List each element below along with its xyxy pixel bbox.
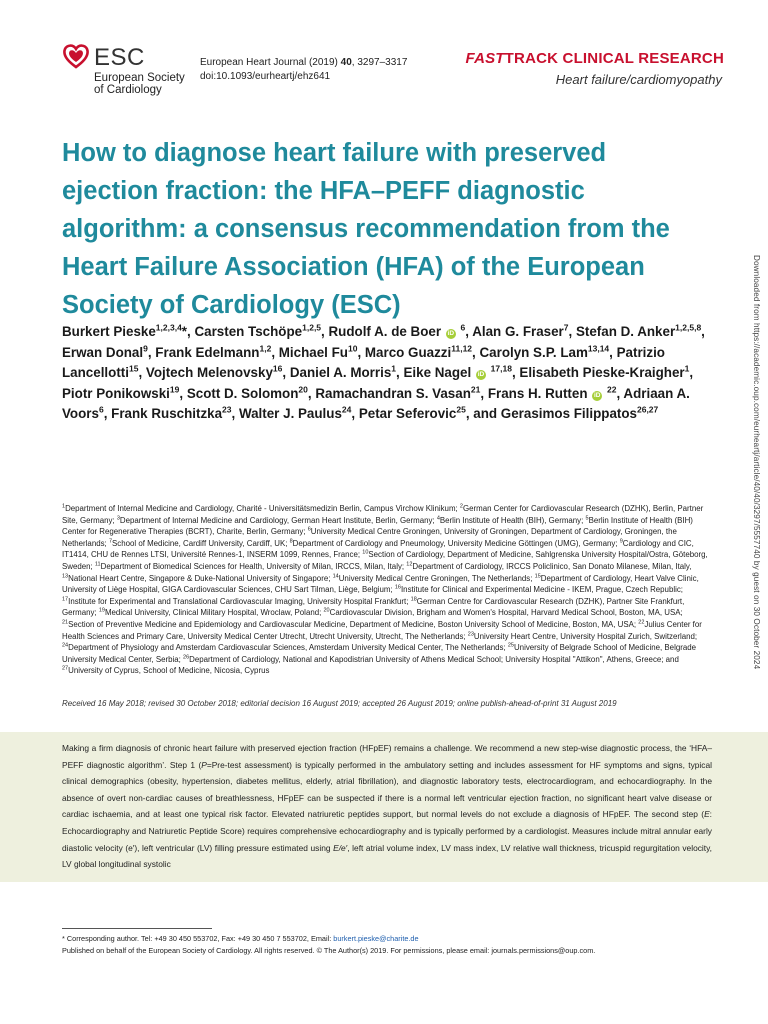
author-item [111,406,239,421]
affiliation-number: 7 [108,538,112,545]
author-affiliation-marks: 1,2,5 [302,322,322,333]
affiliation-item [183,655,679,664]
author-item [62,324,194,339]
affiliation-number: 17 [62,596,69,603]
publisher-note: Published on behalf of the European Society of Cardiology. All rights reserved. © The Author(s) 2019. For permissions, please email: journals.permissions@oup.com. [62,946,596,955]
author-name: Frans H. Rutten [487,385,588,401]
author-item [403,365,519,380]
author-affiliation-marks: 9 [143,343,148,354]
author-separator: , [282,365,290,381]
article-title: How to diagnose heart failure with preserved ejection fraction: the HFA–PEFF diagnostic algorithm: a consensus recommendation from the Heart Failure Association (HFA) of the European Society of Cardiology (ESC) [62,139,670,319]
affiliation-number: 8 [289,538,293,545]
affiliation-text: Department of Cardiology and Pneumology, University Medicine Göttingen (UMG), Germany; [292,538,620,548]
author-separator: , [138,365,146,381]
author-separator: , [271,344,279,360]
affiliation-text: Department of Biomedical Sciences for Health, University of Milan, IRCCS, Milan, Italy; [100,561,407,571]
affiliation-number: 14 [332,572,339,579]
author-affiliation-marks: 11,12 [451,343,473,354]
footnote-divider [62,928,212,929]
author-affiliation-marks: 20 [298,384,308,395]
affiliation-item [62,574,333,583]
affiliation-text: Department of Cardiology, Heart Valve Clinic, University of Liège Hospital, GIGA Cardiovascular Sciences, CHU Sart Tilman, Liège, Belgium; [62,573,699,595]
author-affiliation-marks: 6 [460,322,466,333]
affiliation-item [290,539,620,548]
author-separator: , [103,406,112,422]
orcid-icon: iD [447,330,455,337]
author-item [472,324,576,339]
affiliation-item [395,585,683,594]
corresponding-author-text: * Corresponding author. Tel: +49 30 450 553702, Fax: +49 30 450 7 553702, Email: [62,934,334,943]
affiliation-number: 2 [459,503,463,510]
author-name: Burkert Pieske [62,324,156,339]
author-separator: , [616,385,624,401]
affiliation-item [333,574,535,583]
author-affiliation-marks: 1,2,5,8 [675,322,702,333]
author-affiliation-marks: 1 [391,363,397,374]
author-item [576,324,705,339]
affiliation-number: 27 [62,665,69,672]
affiliation-text: University Heart Centre, University Hospital Zurich, Switzerland; [473,631,698,641]
orcid-icon: iD [477,371,485,379]
affiliation-number: 1 [62,503,66,510]
affiliation-text: Cardiology and CIC, IT1414, CHU de Rennes LTSI, Université Rennes-1, INSERM 1099, Rennes, France; [62,538,694,560]
affiliation-number: 26 [183,654,190,661]
author-separator: , and [465,406,501,422]
author-name: Walter J. Paulus [238,406,342,422]
author-name: Rudolf A. de Boer [328,324,442,339]
affiliation-number: 9 [619,538,623,545]
author-affiliation-marks: 7 [563,322,569,333]
affiliation-item [62,597,411,606]
affiliation-number: 15 [534,572,541,579]
affiliation-item [468,632,697,641]
affiliation-item [62,666,269,675]
author-item [519,365,693,380]
orcid-icon: iD [594,391,601,399]
author-separator: , [609,344,617,360]
author-separator: , [357,344,365,360]
affiliation-number: 5 [585,514,589,521]
author-name: Eike Nagel [403,365,472,381]
author-name: Elisabeth Pieske-Kraigher [519,365,685,381]
author-item [328,324,472,339]
journal-citation [200,56,407,84]
author-name: Petar Seferovic [358,406,457,422]
affiliation-item [95,562,406,571]
abstract-segment: Making a firm diagnosis of chronic heart failure with preserved ejection fraction (HFpEF) remains a challenge. We recommend a new step-wise diagnostic process, the ‘HFA–PEFF diagnostic algorithm’. Step 1 ( [62,743,712,770]
author-name: Daniel A. Morris [289,365,392,381]
author-separator: , [701,324,705,339]
author-item [239,406,359,421]
author-separator: , [689,365,694,381]
author-separator: , [465,324,473,339]
author-separator: , [568,324,576,339]
affiliation-text: Berlin Institute of Health (BIH) Center for Regenerative Therapies (BCRT), Charite, Berlin, Germany; [62,515,693,537]
affiliation-item [99,608,324,617]
author-affiliation-marks: 16 [272,363,283,374]
author-separator: , [147,344,156,360]
affiliation-number: 18 [410,596,417,603]
affiliation-text: University of Belgrade School of Medicine, Belgrade University Medical Center, Serbia; [62,643,697,664]
abstract-segment: =Pre-test assessment) is typically performed in the ambulatory setting and includes assessment for HF symptoms and signs, typical clinical demographics (obesity, hypertension, diabetes mellitus, elderly, atrial fibrillation), and diagnostic laboratory tests, electrocardiogram, and echocardiography. In the absence of overt non-cardiac causes of breathlessness, HFpEF can be suspected if there is a normal left ventricular ejection fraction, no significant heart valve disease or cardiac ischaemia, and at least one typical risk factor. Elevated natriuretic peptides support, but normal levels do not exclude a diagnosis of HFpEF. The second step ( [62,759,712,820]
author-affiliation-marks: 23 [222,404,232,415]
abstract-segment: , left atrial volume index, LV mass index, LV relative wall thickness, tricuspid regurgitation velocity, LV global longitudinal systolic [62,842,712,870]
logo-abbreviation: ESC [94,44,145,71]
author-separator: , [480,385,488,401]
author-affiliation-marks: 10 [347,343,358,354]
author-item [315,386,487,401]
author-name: Vojtech Melenovsky [145,365,273,381]
author-item [146,365,290,380]
author-name: Michael Fu [278,344,348,360]
affiliation-number: 23 [467,630,474,637]
affiliation-number: 22 [638,619,645,626]
affiliation-number: 20 [323,607,330,614]
affiliation-text: Berlin Institute of Health (BIH), Germany; [439,515,586,525]
author-affiliation-marks: 17,18 [490,363,512,374]
affiliation-text: Institute for Clinical and Experimental Medicine - IKEM, Prague, Czech Republic; [400,585,683,595]
affiliation-number: 11 [94,561,101,568]
abstract-segment: : Echocardiography and Natriuretic Peptide Score) requires comprehensive echocardiography and is typically performed by a cardiologist. Measures include mitral annular early diastolic velocity (e′), left ventricular (LV) filling pressure estimated using [62,809,712,853]
heart-icon [62,42,90,70]
author-name: Alan G. Fraser [472,324,564,339]
author-name: Erwan Donal [62,344,144,360]
author-item [501,406,658,421]
author-name: Adriaan A. Voors [62,385,690,422]
author-name: Patrizio Lancellotti [62,344,665,381]
article-section: Heart failure/cardiomyopathy [555,72,722,87]
author-separator: , [351,406,359,422]
affiliation-text: Department of Internal Medicine and Cardiology, German Heart Institute, Berlin, Germany; [119,515,437,525]
author-item [62,345,155,360]
affiliation-text: German Center for Cardiovascular Research (DZHK), Berlin, Partner Site, Germany; [62,504,704,525]
author-affiliation-marks: 21 [470,384,481,395]
author-item [155,345,278,360]
affiliations [62,503,716,677]
affiliation-number: 3 [116,514,120,521]
author-name: Frank Ruschitzka [111,406,223,422]
received-dates: Received 16 May 2018; revised 30 October 2018; editorial decision 16 August 2019; accepted 26 August 2019; online publish-ahead-of-print 31 August 2019 [62,699,617,708]
author-item [62,386,187,401]
affiliation-item [406,562,691,571]
fasttrack-label [466,50,724,67]
author-separator: , [511,365,520,381]
author-separator: , [179,385,187,401]
author-affiliation-marks: 24 [341,404,352,415]
doi[interactable]: doi:10.1093/eurheartj/ehz641 [200,71,331,82]
author-item [359,406,501,421]
affiliation-text: National Heart Centre, Singapore & Duke-National University of Singapore; [68,573,333,583]
abstract-segment: E [704,809,710,820]
affiliation-text: Medical University, Clinical Military Hospital, Wroclaw, Poland; [104,608,324,618]
author-separator: , [307,385,316,401]
author-item [488,386,624,401]
author-affiliation-marks: 25 [456,404,466,415]
author-affiliation-marks: 1 [684,363,690,374]
author-item [187,386,316,401]
affiliation-number: 13 [62,572,69,579]
journal-name: European Heart Journal (2019) [200,57,338,68]
author-affiliation-marks: 13,14 [587,343,610,354]
author-name: Scott D. Solomon [186,385,299,401]
abstract-text [62,740,712,873]
author-name: Marco Guazzi [364,344,452,360]
affiliation-number: 25 [507,642,514,649]
affiliation-text: Julius Center for Health Sciences and Primary Care, University Medical Center Utrecht, Utrecht University, Utrecht, The Netherlands; [62,619,702,641]
author-separator: , [396,365,404,381]
affiliation-item [62,504,460,513]
affiliation-text: Institute for Experimental and Translational Cardiovascular Imaging, University Hospital Frankfurt; [68,596,411,606]
affiliation-text: School of Medicine, Cardiff University, Cardiff, UK; [112,538,290,548]
affiliation-item [62,643,508,652]
author-name: Carsten Tschöpe [194,324,303,339]
affiliation-number: 19 [98,607,105,614]
author-affiliation-marks: 1,2 [259,343,272,354]
author-name: Gerasimos Filippatos [500,406,637,422]
journal-volume: 40 [340,57,352,68]
author-name: Frank Edelmann [155,344,260,360]
author-name: Stefan D. Anker [575,324,676,339]
author-item [279,345,365,360]
esc-logo [62,42,192,102]
affiliation-item [109,539,290,548]
affiliation-text: German Centre for Cardiovascular Research (DZHK), Partner Site Frankfurt, Germany; [62,596,685,618]
affiliation-number: 12 [406,561,413,568]
author-affiliation-marks: 26,27 [636,404,659,415]
author-name: Piotr Ponikowski [62,385,170,401]
affiliation-item [437,516,586,525]
affiliation-text: University Medical Centre Groningen, University of Groningen, Department of Cardiology, Groningen, the Netherlands; [62,527,677,548]
affiliation-text: Department of Cardiology, IRCCS Policlinico, San Donato Milanese, Milan, Italy, [412,561,692,571]
affiliation-item [62,620,638,629]
affiliation-text: Department of Internal Medicine and Cardiology, Charité - Universitätsmedizin Berlin, Campus Virchow Klinikum; [65,504,460,513]
logo-line-2: of Cardiology [94,84,162,96]
author-affiliation-marks: 22 [606,384,617,395]
author-affiliation-marks: 19 [169,384,180,395]
author-affiliation-marks: 15 [128,363,139,374]
fasttrack-rest: TRACK CLINICAL RESEARCH [504,50,724,67]
affiliation-text: Section of Preventive Medicine and Epidemiology and Cardiovascular Medicine, Department of Medicine, Boston University School of Medicine, Boston, MA, USA; [68,619,639,629]
abstract-segment: E/e′ [333,842,348,853]
affiliation-item [324,608,683,617]
affiliation-text: Department of Physiology and Amsterdam Cardiovascular Sciences, Amsterdam University Medical Center, The Netherlands; [68,643,508,653]
journal-pages: , 3297–3317 [351,57,408,68]
author-list [62,322,712,425]
affiliation-number: 24 [62,642,69,649]
author-item [290,365,404,380]
affiliation-text: University of Cyprus, School of Medicine, Nicosia, Cyprus [68,666,270,676]
author-name: Ramachandran S. Vasan [315,385,471,401]
affiliation-number: 4 [436,514,440,521]
author-affiliation-marks: 1,2,3,4 [155,322,182,333]
author-affiliation-marks: 6 [98,404,104,415]
author-item [194,324,328,339]
affiliation-number: 10 [362,549,369,556]
affiliation-number: 6 [307,526,311,533]
fasttrack-fast: FAST [465,50,505,67]
corresponding-star: * [181,324,188,339]
download-watermark: Downloaded from https://academic.oup.com/eurheartj/article/40/40/3297/5557740 by guest on 30 October 2024 [752,255,761,670]
author-separator: , [321,324,329,339]
affiliation-text: Section of Cardiology, Department of Medicine, Sahlgrenska University Hospital/Ostra, Göteborg, Sweden; [62,550,708,571]
affiliation-number: 16 [394,584,401,591]
author-name: Carolyn S.P. Lam [479,344,588,360]
affiliation-text: University Medical Centre Groningen, The Netherlands; [338,573,535,583]
affiliation-number: 21 [62,619,69,626]
affiliation-item [117,516,437,525]
affiliation-text: Department of Cardiology, National and Kapodistrian University of Athens Medical School; University Hospital "Attikon", Athens, Greece; and [189,654,679,664]
logo-line-1: European Society [94,72,185,84]
corresponding-author-note [62,934,712,943]
corresponding-email-link[interactable]: burkert.pieske@charite.de [333,934,419,943]
author-item [365,345,480,360]
author-separator: , [187,324,195,339]
author-separator: , [472,344,480,360]
author-item [479,345,616,360]
affiliation-text: Cardiovascular Division, Brigham and Women's Hospital, Harvard Medical School, Boston, MA, USA; [329,608,683,618]
abstract-segment: P [201,759,207,770]
author-separator: , [231,406,239,422]
